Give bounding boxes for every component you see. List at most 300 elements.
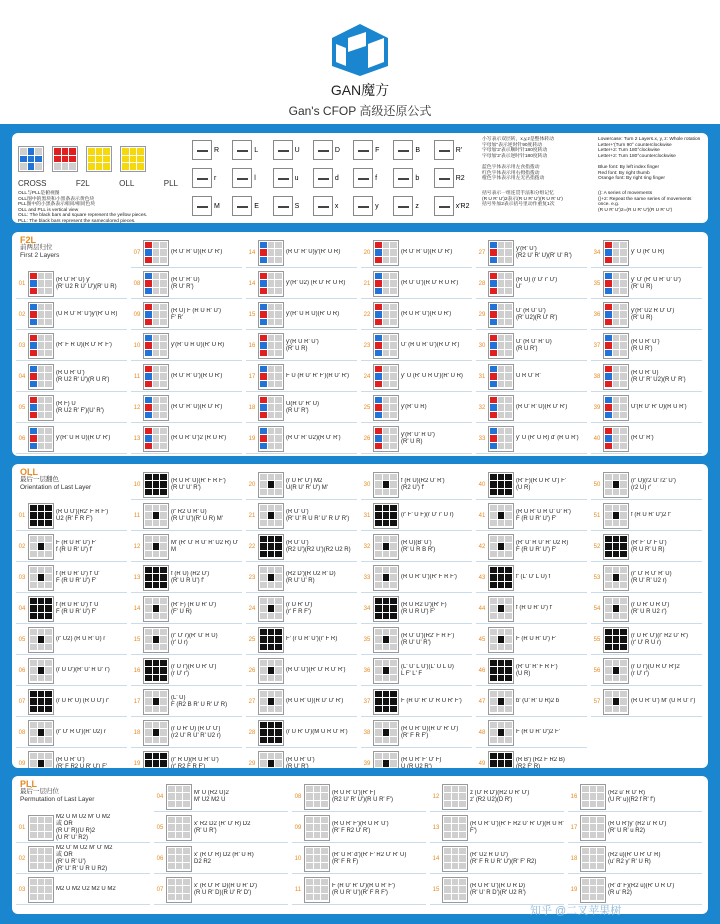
pll-diagram-icon	[304, 877, 330, 903]
pll-diagram-icon	[166, 846, 192, 872]
case-number: 11	[133, 512, 141, 519]
case-algorithm: (R U R' U')(R U R D) (R' U' R D')(R' U2 R')	[470, 882, 526, 896]
case-algorithm: (r U R' U') (r' F R F')	[286, 601, 313, 615]
case-algorithm: M' U (R2 U)2 M' U2 M2 U	[194, 789, 229, 803]
case-number: 23	[363, 342, 371, 349]
oll-pattern-icon	[373, 658, 399, 684]
case-number: 12	[133, 543, 141, 550]
case-number: 42	[478, 543, 486, 550]
case-number: 55	[593, 636, 601, 643]
move-label: E	[254, 202, 259, 210]
f2l-cube-icon	[373, 395, 399, 421]
pll-diagram-icon	[304, 846, 330, 872]
case-algorithm: F U (R U' R' F')(R U' R')	[286, 373, 350, 379]
case-algorithm: U' (R U R' U')(R U' R')	[401, 342, 460, 348]
case-number: 20	[363, 249, 371, 256]
oll-en: Orientation of Last Layer	[20, 484, 92, 491]
case-algorithm: (R U R' U')(R U R')	[401, 311, 452, 317]
case-number: 36	[593, 311, 601, 318]
oll-case	[246, 625, 357, 655]
f2l-case	[131, 331, 242, 361]
f2l-cube-icon	[373, 426, 399, 452]
case-number: 08	[294, 793, 302, 800]
oll-pattern-icon	[143, 472, 169, 498]
f2l-cube-icon	[143, 271, 169, 297]
case-number: 31	[478, 373, 486, 380]
move-icon	[393, 168, 413, 188]
oll-case	[131, 687, 242, 717]
pll-diagram-icon	[166, 784, 192, 810]
step-cross: CROSS	[18, 179, 47, 188]
f2l-cube-icon	[373, 271, 399, 297]
case-number: 19	[570, 886, 578, 893]
move-label: x'R2	[455, 202, 470, 210]
oll-pattern-icon	[488, 751, 514, 769]
move-icon	[353, 168, 373, 188]
case-algorithm: (R U R' U)(R' F R F') (R U' U' R')	[171, 477, 226, 491]
pll-diagram-icon	[28, 877, 54, 903]
f2l-cube-icon	[28, 426, 54, 452]
case-algorithm: (R' U' R U' R' U2 R) F (R U R' U') F'	[516, 539, 569, 553]
oll-pattern-icon	[258, 565, 284, 591]
case-number: 07	[133, 249, 141, 256]
case-number: 40	[478, 481, 486, 488]
case-algorithm: b' (U' R' U R)2 b	[516, 698, 560, 704]
case-algorithm: y' U (R' U R)	[631, 249, 665, 255]
pll-case	[292, 875, 426, 905]
case-algorithm: (r U r')(R U R' U') (r U' r')	[171, 663, 217, 677]
f2l-case	[591, 238, 702, 268]
case-number: 03	[18, 574, 26, 581]
step-f2l: F2L	[75, 179, 90, 188]
case-number: 03	[18, 342, 26, 349]
oll-pattern-icon	[373, 503, 399, 529]
pll-case	[568, 875, 702, 905]
oll-pattern-icon	[258, 689, 284, 715]
case-number: 02	[18, 855, 26, 862]
move-label: B	[415, 146, 421, 154]
f2l-cube-icon	[603, 395, 629, 421]
case-algorithm: F' (r U R' U')(r' F R)	[286, 636, 338, 642]
f2l-case	[361, 238, 472, 268]
pll-diagram-icon	[166, 877, 192, 903]
header	[0, 0, 720, 124]
f2l-case	[591, 269, 702, 299]
oll-case	[16, 501, 127, 531]
oll-case	[16, 563, 127, 593]
oll-pattern-icon	[603, 565, 629, 591]
oll-case	[131, 749, 242, 768]
case-algorithm: (R U' R')	[631, 435, 654, 441]
oll-pattern-icon	[258, 596, 284, 622]
pll-diagram-icon	[166, 815, 192, 841]
move-label: b	[415, 174, 420, 182]
oll-pattern-icon	[28, 751, 54, 769]
f2l-case	[361, 269, 472, 299]
oll-pattern-icon	[258, 534, 284, 560]
pll-diagram-icon	[442, 784, 468, 810]
oll-case	[476, 687, 587, 717]
case-algorithm: (R' U R' d')(R' F' R2 U' R' U) (R' F R F)	[332, 851, 407, 865]
case-number: 54	[593, 605, 601, 612]
oll-pattern-icon	[603, 596, 629, 622]
case-number: 17	[570, 824, 578, 831]
case-number: 47	[478, 698, 486, 705]
oll-case	[476, 625, 587, 655]
case-algorithm: (R U R' U R U' U' R') F (R U R' U') F'	[516, 508, 571, 522]
oll-pattern-icon	[28, 689, 54, 715]
oll-pattern-icon	[143, 720, 169, 746]
case-number: 39	[363, 760, 371, 767]
case-number: 32	[478, 404, 486, 411]
f2l-cube-icon	[258, 426, 284, 452]
case-number: 43	[478, 574, 486, 581]
case-number: 45	[478, 636, 486, 643]
f2l-cube-icon	[373, 240, 399, 266]
pll-case	[154, 875, 288, 905]
case-algorithm: (R U R' U') (R U R')	[631, 338, 660, 352]
brand-title: GAN魔方	[330, 82, 390, 98]
oll-pattern-icon	[143, 658, 169, 684]
case-number: 10	[133, 342, 141, 349]
move-label: F	[375, 146, 380, 154]
f2l-case	[476, 362, 587, 392]
pll-case	[292, 782, 426, 812]
case-number: 15	[133, 636, 141, 643]
case-algorithm: y' U (R' U R U')(R' U R)	[401, 373, 463, 379]
case-algorithm: (R' U' R' F R F') (U R)	[516, 663, 558, 677]
f2l-cube-icon	[143, 364, 169, 390]
case-number: 12	[133, 404, 141, 411]
oll-case	[246, 563, 357, 593]
f2l-en: First 2 Layers	[20, 252, 60, 259]
oll-pattern-icon	[28, 658, 54, 684]
case-number: 35	[593, 280, 601, 287]
oll-case	[361, 594, 472, 624]
case-algorithm: (R2 u)(R' U R' U' R) (u' R2 y' R' U R)	[608, 851, 661, 865]
case-algorithm: x' (R U' R' D)(R U R' D') (R U R' D)(R U' R' D')	[194, 882, 258, 896]
case-algorithm: (R U R2 U')(R' F) (R U R U') F'	[401, 601, 447, 615]
cross-cube-icon	[18, 146, 44, 172]
case-number: 06	[18, 435, 26, 442]
move-icon	[192, 168, 212, 188]
case-number: 02	[18, 543, 26, 550]
case-algorithm: (r' U2) (R U R' U) r	[56, 636, 106, 642]
oll-pattern-icon	[488, 627, 514, 653]
pll-cn: 最后一层归位	[20, 788, 59, 795]
oll-pattern-icon	[603, 534, 629, 560]
f2l-case	[131, 424, 242, 454]
case-algorithm: (R U R' U') (R' F R2 U R' U') F'	[56, 756, 107, 768]
case-algorithm: U' (R U' U') (R' U2)(R U' R')	[516, 307, 558, 321]
f2l-cube-icon	[28, 302, 54, 328]
oll-case	[246, 594, 357, 624]
oll-pattern-icon	[373, 627, 399, 653]
case-algorithm: (r' U' R U' R' U) (R U' R' U2 r)	[631, 570, 672, 584]
move-icon	[434, 140, 454, 160]
f2l-case	[361, 331, 472, 361]
oll-case	[361, 749, 472, 768]
oll-case	[361, 687, 472, 717]
move-label: l	[254, 174, 256, 182]
case-number: 30	[478, 342, 486, 349]
oll-case	[591, 594, 702, 624]
f2l-cube-icon	[603, 426, 629, 452]
case-number: 27	[478, 249, 486, 256]
case-number: 57	[593, 698, 601, 705]
oll-pattern-icon	[143, 627, 169, 653]
case-algorithm: (L' U' L U')(L' U L U) L F' L' F	[401, 663, 454, 677]
case-number: 56	[593, 667, 601, 674]
move-icon	[273, 196, 293, 216]
case-algorithm: f (R U R' U') f' U' F (R U R' U') F'	[56, 570, 100, 584]
move-label: f	[375, 174, 378, 182]
f2l-cube-icon	[488, 364, 514, 390]
oll-pattern-icon	[603, 689, 629, 715]
oll-case	[476, 718, 587, 748]
f2l-cube-icon	[488, 302, 514, 328]
f2l-case	[16, 269, 127, 299]
pll-diagram-icon	[580, 846, 606, 872]
f2l-cube-icon	[488, 426, 514, 452]
f2l-case	[361, 362, 472, 392]
case-algorithm: (R U R' F' U' F) U (R U2 R')	[401, 756, 442, 768]
oll-case	[361, 625, 472, 655]
case-algorithm: (R' F) (R U R' U') (F' U R)	[171, 601, 217, 615]
f2l-case	[246, 269, 357, 299]
case-number: 19	[248, 435, 256, 442]
oll-pattern-icon	[143, 596, 169, 622]
gan-logo-icon	[328, 22, 392, 78]
oll-case	[591, 532, 702, 562]
pll-diagram-icon	[442, 846, 468, 872]
case-algorithm: f' (L' U' L U) f	[516, 574, 551, 580]
case-algorithm: (R U R' U)(R U' R' U') (R' F R F')	[401, 725, 459, 739]
case-number: 21	[248, 512, 256, 519]
f2l-cube-icon	[28, 333, 54, 359]
case-algorithm: f (R U)(R2 U' R') (R2 U') f'	[401, 477, 445, 491]
case-algorithm: (R' F)(R U R' U') F' (U R)	[516, 477, 566, 491]
case-algorithm: (R U R' U')2 (R U R')	[171, 435, 227, 441]
move-icon	[192, 196, 212, 216]
oll-pattern-icon	[373, 565, 399, 591]
move-label: M	[214, 202, 220, 210]
oll-case	[476, 656, 587, 686]
case-algorithm: y'(R' U2) (R U' R' U R)	[286, 280, 346, 286]
f2l-case	[591, 393, 702, 423]
case-number: 02	[18, 311, 26, 318]
case-number: 37	[593, 342, 601, 349]
oll-pattern-icon	[258, 503, 284, 529]
case-algorithm: (r U r')(U R U' R')2 (r U' r')	[631, 663, 680, 677]
oll-case	[246, 718, 357, 748]
case-number: 30	[363, 481, 371, 488]
case-number: 09	[18, 760, 26, 767]
case-number: 22	[363, 311, 371, 318]
oll-case	[476, 501, 587, 531]
case-algorithm: M2 U M U2 M' U M2 或 OR (R U' R)(U R)2 (U R' U' R2)	[56, 813, 111, 841]
f2l-cube-icon	[258, 364, 284, 390]
oll-case	[361, 656, 472, 686]
oll-pattern-icon	[488, 503, 514, 529]
pll-case	[292, 844, 426, 874]
f2l-cube-icon	[603, 364, 629, 390]
oll-case	[246, 656, 357, 686]
f2l-cube-icon	[143, 426, 169, 452]
case-algorithm: (R2 u' R U' R) (U R' u)(R2 f R' f')	[608, 789, 656, 803]
case-number: 15	[248, 311, 256, 318]
case-algorithm: F (R U R' U')2 F'	[516, 729, 560, 735]
oll-case	[361, 563, 472, 593]
case-number: 05	[156, 824, 164, 831]
f2l-case	[476, 238, 587, 268]
case-algorithm: (r' U' R U')(R' U2) r	[56, 729, 106, 735]
case-algorithm: (R U U')(R2' F R F') U2 (R' F R F')	[56, 508, 109, 522]
oll-pattern-icon	[28, 534, 54, 560]
move-icon	[434, 196, 454, 216]
case-algorithm: f (R U R' U') f'	[516, 605, 553, 611]
f2l-case	[591, 331, 702, 361]
case-algorithm: (r U R' U')(r' R2 U' R') (r' U' R U r)	[631, 632, 689, 646]
case-number: 38	[593, 373, 601, 380]
case-number: 44	[478, 605, 486, 612]
case-number: 52	[593, 543, 601, 550]
f2l-case	[591, 362, 702, 392]
oll-pattern-icon	[373, 689, 399, 715]
case-algorithm: M2 U' M U2 M' U' M2 或 OR (R' U R' U') (R' U' R' U R U R2)	[56, 844, 113, 872]
step-pll: PLL	[163, 179, 178, 188]
pll-case	[568, 813, 702, 843]
case-algorithm: (R U R' U')(R' F R F')	[401, 574, 457, 580]
oll-pattern-icon	[488, 689, 514, 715]
case-number: 28	[478, 280, 486, 287]
move-label: x	[334, 202, 339, 210]
case-number: 31	[363, 512, 371, 519]
case-number: 37	[363, 698, 371, 705]
oll-case	[246, 470, 357, 500]
page-subtitle: Gan's CFOP 高级还原公式	[288, 104, 432, 118]
f2l-case	[246, 300, 357, 330]
f2l-cube-icon	[603, 302, 629, 328]
f2l-case	[131, 300, 242, 330]
case-algorithm: y'(R' U2 R U' U') (R' U R)	[631, 307, 675, 321]
move-icon	[353, 140, 373, 160]
pll-diagram-icon	[304, 815, 330, 841]
pll-diagram-icon	[304, 784, 330, 810]
f2l-title: F2L	[20, 235, 37, 245]
case-number: 28	[248, 729, 256, 736]
f2l-case	[476, 269, 587, 299]
case-algorithm: (R U R' U') M' (U R U' r')	[631, 698, 696, 704]
case-number: 13	[133, 574, 141, 581]
move-icon	[313, 196, 333, 216]
oll-case	[16, 594, 127, 624]
oll-case	[16, 532, 127, 562]
oll-pattern-icon	[488, 534, 514, 560]
f2l-case	[16, 424, 127, 454]
oll-case	[16, 718, 127, 748]
move-icon	[232, 196, 252, 216]
f2l-cube-icon	[258, 271, 284, 297]
case-number: 21	[363, 280, 371, 287]
case-algorithm: (R' d' F)(R2 u)(R' U R U') (R u' R2)	[608, 882, 675, 896]
case-algorithm: (R' U2 R U U') (R' F R U R' U')(R' F' R2)	[470, 851, 537, 865]
case-algorithm: y'(R' U' R U') (R' U R)	[401, 431, 435, 445]
case-algorithm: (R U R' U)(R U' U' R')	[286, 698, 344, 704]
case-algorithm: (R F) U (R U2 R' F')(U' R')	[56, 400, 104, 414]
oll-pattern-icon	[603, 627, 629, 653]
case-algorithm: (R' F R U)(R U' R' F')	[56, 342, 112, 348]
pll-heading	[20, 780, 94, 804]
oll-pattern-icon	[258, 472, 284, 498]
pll-case	[568, 844, 702, 874]
f2l-case	[246, 393, 357, 423]
case-algorithm: (R U' R' U)(R U' R')	[171, 249, 223, 255]
case-algorithm: y'(R U R' U') (R' U R)	[286, 338, 319, 352]
f2l-cube-icon	[28, 364, 54, 390]
oll-case	[361, 470, 472, 500]
oll-pattern-icon	[28, 503, 54, 529]
case-algorithm: y' U (R' U R) d' (R U R')	[516, 435, 579, 441]
f2l-case	[476, 393, 587, 423]
case-number: 01	[18, 512, 26, 519]
f2l-case	[246, 331, 357, 361]
move-icon	[232, 140, 252, 160]
case-algorithm: (r U R' U') M2 U(R U' R' U') M'	[286, 477, 328, 491]
case-algorithm: U R U' R'	[516, 373, 541, 379]
oll-case	[591, 687, 702, 717]
case-algorithm: (r' F' U F)(r U' r' U r)	[401, 512, 454, 518]
case-number: 26	[248, 667, 256, 674]
case-number: 35	[363, 636, 371, 643]
pll-title: PLL	[20, 779, 37, 789]
case-algorithm: (R U R')y' (R2 u' R U') (R' U R' u R2)	[608, 820, 667, 834]
oll-pattern-icon	[143, 503, 169, 529]
case-algorithm: (r' U' r)(R' U' R U) (r' U r)	[171, 632, 218, 646]
f2l-case	[476, 331, 587, 361]
case-algorithm: U(R U' R' U) (R U' R')	[286, 400, 319, 414]
case-algorithm: f (R U) (R2 U') (R' U R U') f'	[171, 570, 210, 584]
oll-case	[591, 501, 702, 531]
oll-case	[131, 625, 242, 655]
case-number: 13	[432, 824, 440, 831]
case-algorithm: (R B') (R2 F R2 B) (R2 F' R)	[516, 756, 565, 768]
oll-pattern-icon	[143, 565, 169, 591]
f2l-cube-icon	[143, 302, 169, 328]
f2l-cube-icon	[603, 271, 629, 297]
move-label: U	[294, 146, 300, 154]
case-number: 49	[478, 760, 486, 767]
move-icon	[313, 140, 333, 160]
case-number: 40	[593, 435, 601, 442]
oll-case	[246, 501, 357, 531]
notes-en-2: Blue font: By left index finger Red font: By right thumb Orange font: By right ring finger	[598, 165, 665, 182]
f2l-case	[16, 362, 127, 392]
pll-diagram-icon	[580, 877, 606, 903]
f2l-cube-icon	[143, 333, 169, 359]
f2l-cube-icon	[143, 395, 169, 421]
oll-case	[246, 532, 357, 562]
pll-case	[292, 813, 426, 843]
case-number: 04	[18, 373, 26, 380]
pll-case	[154, 782, 288, 812]
case-number: 03	[18, 886, 26, 893]
f2l-case	[246, 362, 357, 392]
pll-diagram-icon	[28, 846, 54, 872]
case-algorithm: (R U R' U')(R' F) (R2 U' R' U')(R U R' F')	[332, 789, 394, 803]
pll-diagram-icon	[580, 784, 606, 810]
legend-text: OLL与PLL是俯视图 OLL图中的黑块和小黑条表示黄色块 PLL图中的小黑条表示相同/相同色块 OLL and PLL is vertical view OLL: The black bars and square represent the yellow pieces. PLL: The black bars represent the samecolored pieces.	[18, 191, 148, 223]
